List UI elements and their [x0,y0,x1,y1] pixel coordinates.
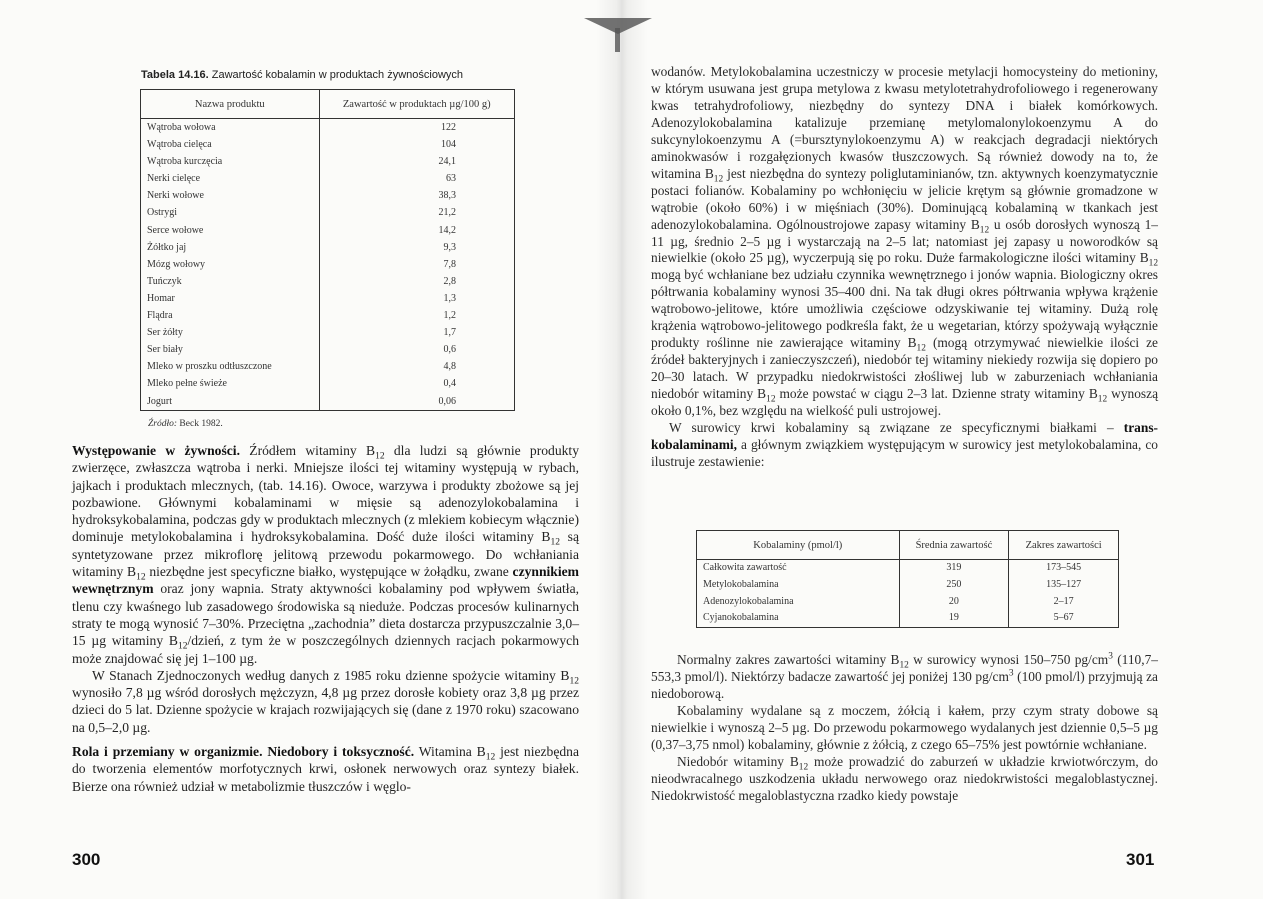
product-value: 104 [319,136,514,153]
text-run: Kobalaminy wydalane są z moczem, żółcią i kałem, przy czym straty dobowe są niewielkie i wynoszą 2–5 µg. Do przewodu pokarmowego wydalanych jest dziennie 0,5–5 µg (0,37–3,75 nmol) kobalaminy, głównie z żółcią, z czego 65–75% jest powtórnie wchłaniane. [651,702,1158,752]
text-run: w surowicy wynosi 150–750 pg/cm [913,652,1109,667]
paragraph-role [72,743,579,795]
table-source [148,419,223,429]
product-name: Serce wołowe [141,222,320,239]
product-name: Tuńczyk [141,273,320,290]
paragraph-deficiency [651,754,1158,805]
text-run: Niedobór witaminy B [677,753,799,769]
table-caption-text: Zawartość kobalamin w produktach żywnościowych [211,69,464,81]
subscript: 12 [766,394,776,405]
subscript: 12 [916,343,926,354]
product-value: 2,8 [319,273,514,290]
subscript: 12 [979,225,990,236]
right-body-text-lower [651,652,1158,805]
cobalamin-name: Adenozylokobalamina [697,594,900,611]
table-row [697,610,1119,627]
range-value: 135–127 [1009,577,1119,594]
product-value: 1,3 [319,290,514,307]
product-value: 0,4 [319,375,514,392]
table-header-row [141,90,515,119]
text-run: a głównym związkiem występującym w surowicy jest metylokobalamina, co ilustruje zestawienie: [651,436,1158,469]
header-content: Zawartość w produktach µg/100 g) [319,90,514,119]
text-run: W Stanach Zjednoczonych według danych z 1985 roku dzienne spożycie witaminy B [92,667,570,683]
product-name: Mleko w proszku odtłuszczone [141,358,320,375]
table-row [141,153,515,170]
subscript: 12 [136,572,146,583]
product-name: Ser biały [141,341,320,358]
product-name: Wątroba wołowa [141,119,320,137]
mean-value: 319 [899,560,1009,577]
term-transcobalamins: trans-kobalaminami, [651,420,1158,452]
term-intrinsic-factor: czynnikiem wewnętrznym [72,564,579,597]
header-cobalamins: Kobalaminy (pmol/l) [697,531,900,560]
paragraph-metabolism [651,64,1158,420]
text-run: Źródłem witaminy B [249,443,376,458]
cobalamin-content-table [140,89,515,411]
product-value: 1,2 [319,307,514,324]
subscript: 12 [177,641,188,652]
mean-value: 250 [899,577,1009,594]
table-caption [141,69,561,81]
table-row [141,375,515,392]
text-run: W surowicy krwi kobalaminy są związane ze specyficznymi białkami – [669,420,1114,436]
product-value: 1,7 [319,324,514,341]
product-name: Ostrygi [141,204,320,221]
text-run: dla ludzi są głównie produkty zwierzęce, zwłaszcza wątroba i nerki. Mniejsze ilości tej witaminy występują w rybach, jajkach i produktach mlecznych, (tab. 14.16). Owoce, warzywa i produkty zbożowe są jej pozbawione. Głównymi kobalaminami w mięsie są adenozylokobalamina i hydroksykobalamina, podczas gdy w produktach mlecznych (z mlekiem kobiecym włącznie) dominuje metylokobalamina i hydroksykobalamina. Dość duże ilości witaminy B [72,443,579,545]
page-number-right: 301 [1126,850,1155,869]
header-mean: Średnia zawartość [899,531,1009,560]
product-name: Flądra [141,307,320,324]
text-run: (100 pmol/l) przyjmują za niedoborową. [651,668,1158,701]
table-row [141,393,515,411]
range-value: 173–545 [1009,560,1119,577]
text-run: wodanów. Metylokobalamina uczestniczy w procesie metylacji homocysteiny do metioniny, w którym usuwana jest grupa metylowa z kwasu metylotetrahydrofoliowego i regenerowany kwas tetrahydrofoliowy, niezbędny do syntezy DNA i białek komórkowych. Adenozylokobalamina katalizuje przemianę metylomalonylokoenzymu A do sukcynylokoenzymu A (=bursztynylokoenzymu A) w reakcjach degradacji niektórych aminokwasów i rozgałęzionych kwasów tłuszczowych. Są również dowody na to, że witamina B [651,64,1158,181]
table-row [141,187,515,204]
text-run: są syntetyzowane przez mikroflorę jelitową przewodu pokarmowego. Do wchłaniania witaminy B [72,529,579,580]
product-name: Nerki cielęce [141,170,320,187]
text-run: może prowadzić do zaburzeń w układzie krwiotwórczym, do nieodwracalnego uszkodzenia układu nerwowego oraz niedokrwistości megaloblastycznej. Niedokrwistość megaloblastyczna rzadko kiedy powstaje [651,753,1158,803]
product-name: Wątroba kurczęcia [141,153,320,170]
superscript: 3 [1108,651,1113,662]
table-row [141,204,515,221]
right-body-text [651,64,1158,471]
table-row [141,222,515,239]
text-run: może powstać w ciągu 2–3 lat. Dzienne straty witaminy B [779,386,1098,402]
table-row [141,307,515,324]
header-product-name: Nazwa produktu [141,90,320,119]
right-page [630,0,1263,899]
table-row [141,290,515,307]
left-page [0,0,630,899]
subscript: 12 [1097,394,1108,405]
table-row [141,170,515,187]
subscript: 12 [713,174,724,185]
subscript: 12 [485,752,496,763]
table-row [697,594,1119,611]
text-run: /dzień, z tym że w poszczególnych dziennych racjach pokarmowych może znajdować się jej 1–100 µg. [72,633,579,666]
subscript: 12 [798,762,809,773]
text-run: u osób dorosłych wynoszą 1–11 µg, średnio 2–5 µg i wystarczają na 2–5 lat; natomiast jej zapasy u noworodków są niewielkie (około 25 µg), wyczerpują się po roku. Duże farmakologiczne ilości witaminy B [651,216,1158,266]
product-value: 9,3 [319,239,514,256]
cobalamin-name: Metylokobalamina [697,577,900,594]
text-run: jest niezbędna do tworzenia elementów morfotycznych krwi, osłonek nerwowych oraz syntezy białek. Bierze ona również udział w metabolizmie tłuszczów i węglo- [72,744,579,794]
subscript: 12 [1148,259,1158,270]
product-value: 0,06 [319,393,514,411]
text-run: mogą być wchłaniane bez udziału czynnika wewnętrznego i jonów wapnia. Biologiczny okres półtrwania kobalaminy wynosi 35–400 dni. Na tak długi okres półtrwania wpływa krążenie wątrobowo-jelitowe, które umożliwia częściowe odzyskiwanie tej witaminy. Dużą rolę krążenia wątrobowo-jelitowego podkreśla fakt, że u wegetarian, którzy spożywają wyłącznie produkty roślinne nie zawierające witaminy B [651,267,1158,351]
source-label: Źródło: [148,419,178,429]
table-row [141,136,515,153]
subscript: 12 [550,538,560,549]
text-run: (110,7–553,3 pmol/l). Niektórzy badacze zawartość jej poniżej 130 pg/cm [651,652,1158,684]
text-run: jest niezbędna do syntezy poliglutaminianów, tzn. aktywnych koenzymatycznie postaci folianów. Kobalaminy po wchłonięciu w jelicie krętym są głównie gromadzone w wątrobie (około 60%) i w mięśniach (30%). Dominującą kobalaminą w tkankach jest adenozylokobalamina. Ogólnoustrojowe zapasy witaminy B [651,165,1158,232]
mean-value: 20 [899,594,1009,611]
product-name: Żółtko jaj [141,239,320,256]
table-row [697,560,1119,577]
table-header-row [697,531,1119,560]
subscript: 12 [899,660,909,671]
product-value: 24,1 [319,153,514,170]
product-name: Ser żółty [141,324,320,341]
table-row [141,256,515,273]
left-body-text [72,442,579,795]
text-run: oraz jony wapnia. Straty aktywności kobalaminy pod wpływem światła, tlenu czy kwaśnego lub zasadowego środowiska są nieduże. Podczas procesów kulinarnych straty te mogą wynosić 7–30%. Przeciętna „zachodnia” dieta dostarcza przypuszczalnie 3,0–15 µg witaminy B [72,581,580,649]
subscript: 12 [569,676,579,687]
mean-value: 19 [899,610,1009,627]
cobalamin-name: Cyjanokobalamina [697,610,900,627]
superscript: 3 [1008,668,1014,679]
serum-cobalamin-table [696,530,1119,628]
product-name: Mózg wołowy [141,256,320,273]
product-name: Nerki wołowe [141,187,320,204]
text-run: Normalny zakres zawartości witaminy B [677,652,900,667]
product-value: 4,8 [319,358,514,375]
text-run: wynoszą około 0,1%, bez względu na wielkość puli ustrojowej. [651,386,1159,419]
paragraph-transcobalamins [651,420,1158,471]
product-name: Mleko pełne świeże [141,375,320,392]
header-range: Zakres zawartości [1009,531,1119,560]
subscript: 12 [375,451,385,462]
product-name: Jogurt [141,393,320,411]
table-row [141,119,515,137]
text-run: (mogą otrzymywać niewielkie ilości ze źródeł bakteryjnych i zanieczyszczeń), niedobór tej witaminy niekiedy rozwija się dopiero po 20–30 latach. W przypadku niedokrwistości złośliwej lub w zaburzeniach wchłaniania niedobór witaminy B [651,335,1159,402]
table-row [141,273,515,290]
product-value: 0,6 [319,341,514,358]
table-row [141,324,515,341]
table-row [141,358,515,375]
product-value: 21,2 [319,204,514,221]
paragraph-usa-intake [72,667,579,736]
table-row [141,341,515,358]
product-value: 122 [319,119,514,137]
product-name: Wątroba cielęca [141,136,320,153]
paragraph-occurrence [72,442,579,667]
product-value: 38,3 [319,187,514,204]
text-run: niezbędne jest specyficzne białko, występujące w żołądku, zwane [149,564,509,580]
product-value: 7,8 [319,256,514,273]
text-run: Witamina B [418,744,486,760]
product-name: Homar [141,290,320,307]
cobalamin-name: Całkowita zawartość [697,560,900,577]
heading-role: Rola i przemiany w organizmie. Niedobory i toksyczność. [72,744,415,760]
product-value: 14,2 [319,222,514,239]
paragraph-excretion [651,703,1158,754]
range-value: 2–17 [1009,594,1119,611]
source-value: Beck 1982. [179,419,223,429]
table-row [141,239,515,256]
product-value: 63 [319,170,514,187]
table-row [697,577,1119,594]
text-run: wynosiło 7,8 µg wśród dorosłych mężczyzn, 4,8 µg przez dorosłe kobiety oraz 3,8 µg przez dzieci do 5 lat. Dzienne spożycie w krajach rozwijających się (dane z 1970 roku) szacowano na 0,5–2,0 µg. [72,685,579,735]
table-caption-label: Tabela 14.16. [141,69,209,81]
range-value: 5–67 [1009,610,1119,627]
paragraph-normal-range [651,652,1158,703]
page-number-left: 300 [72,850,101,869]
heading-occurrence: Występowanie w żywności. [72,443,240,458]
